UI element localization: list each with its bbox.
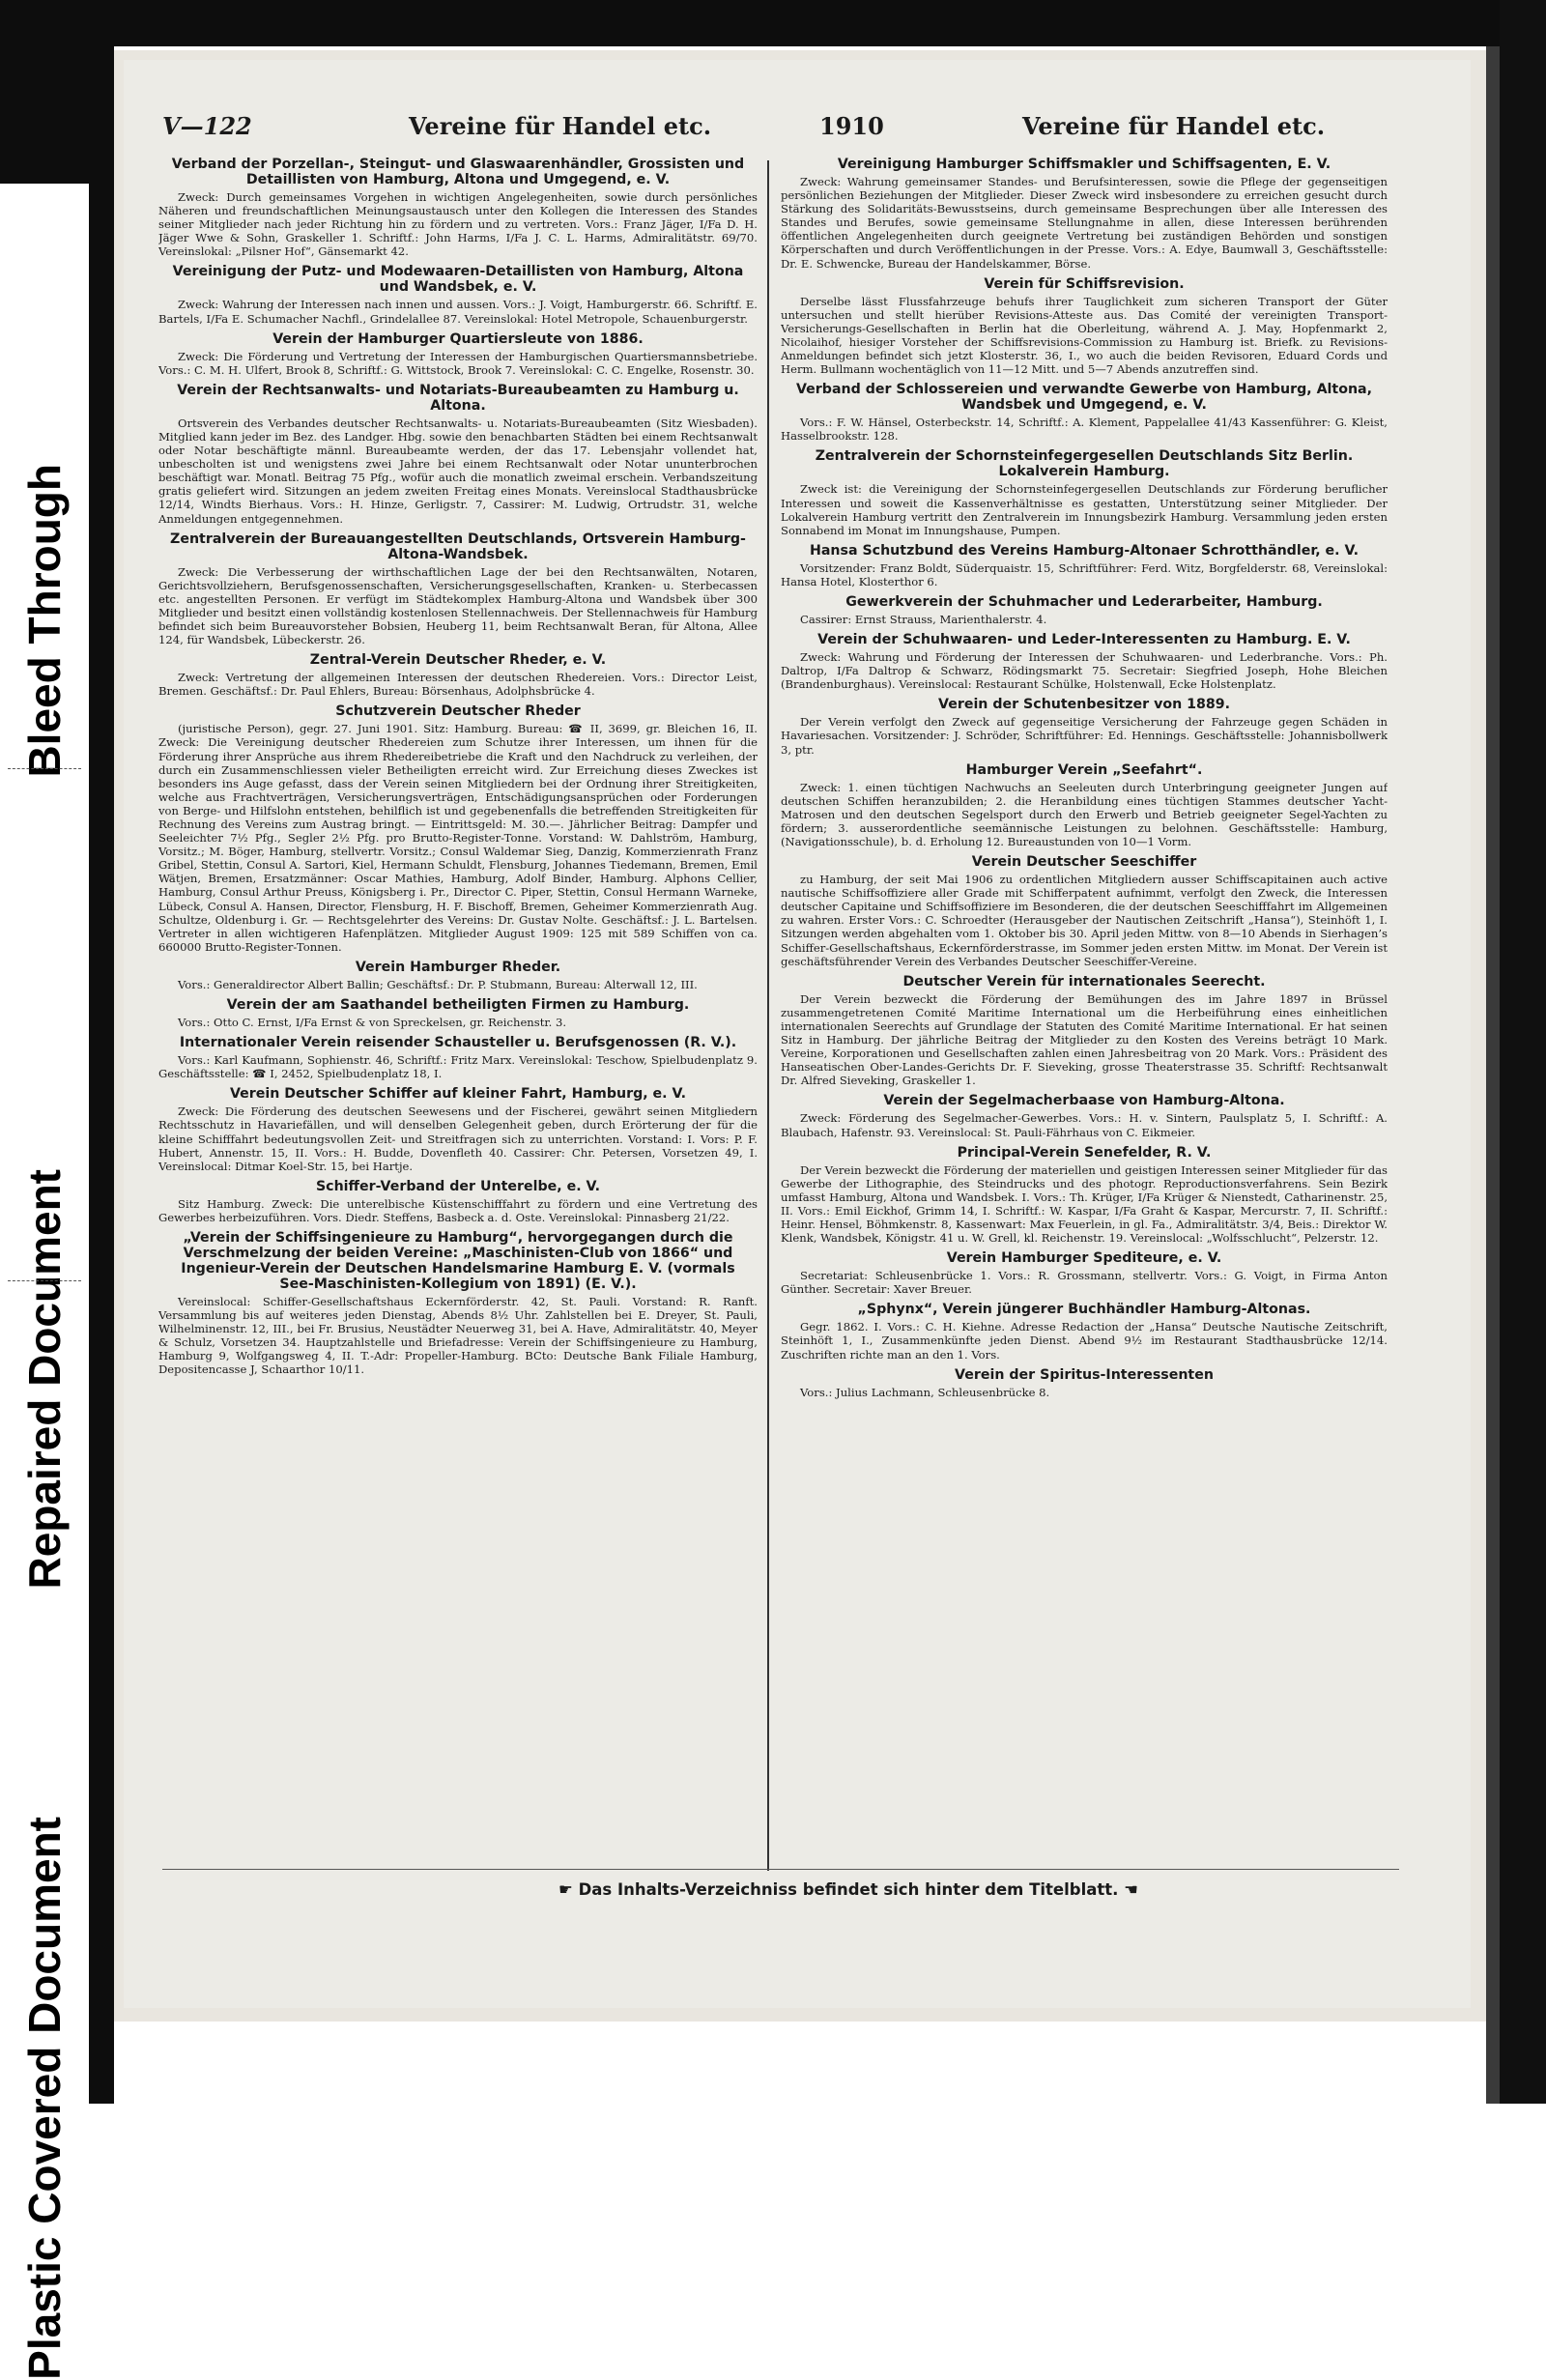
association-title: Verein der Schuhwaaren- und Leder-Interessenten zu Hamburg. E. V. [817, 632, 1351, 648]
association-description: Vereinslocal: Schiffer-Gesellschaftshaus Eckernförderstr. 42, St. Pauli. Vorstand: R. Ranft. Versammlung bis auf weiteres jeden Dienstag, Abends 8½ Uhr. Zahlstellen bei E. Dreyer, St. Pauli, Wilhelminenstr. 12, III., bei Fr. Brusius, Neustädter Neuerweg 31, bei A. Have, Admiralitätstr. 40, Meyer & Schulz, Vorsetzen 34. Hauptzahlstelle und Briefadresse: Verein der Schiffsingenieure zu Hamburg, Hamburg 9, Wolfgangsweg 4, II. T.-Adr: Propeller-Hamburg. BCto: Deutsche Bank Filiale Hamburg, Depositencasse J, Schaarthor 10/11. [158, 1294, 758, 1377]
association-description: Zweck: Wahrung und Förderung der Interessen der Schuhwaaren- und Lederbranche. Vors.: Ph. Daltrop, I/Fa Daltrop & Schwarz, Rödingsmarkt 75. Secretair: Siegfried Joseph, Hohe Bleichen (Brandenburghaus). Vereinslocal: Restaurant Schülke, Holstenwall, Ecke Holstenplatz. [781, 650, 1388, 692]
association-title: Verein Hamburger Spediteure, e. V. [946, 1250, 1222, 1267]
association-entry [158, 157, 758, 258]
association-entry [781, 1367, 1388, 1399]
association-description: Zweck: Vertretung der allgemeinen Interessen der deutschen Rhedereien. Vors.: Director Leist, Bremen. Geschäftsf.: Dr. Paul Ehlers, Bureau: Börsenhaus, Adolphsbrücke 4. [158, 671, 758, 699]
side-divider [8, 768, 81, 769]
association-title: Schiffer-Verband der Unterelbe, e. V. [315, 1178, 601, 1194]
right-column [781, 157, 1388, 1877]
association-entry [158, 531, 758, 647]
association-entry [158, 264, 758, 325]
association-title: Verein für Schiffsrevision. [984, 275, 1185, 292]
association-entry [781, 697, 1388, 756]
association-description: Vors.: Karl Kaufmann, Sophienstr. 46, Schriftf.: Fritz Marx. Vereinslokal: Teschow, Spielbudenplatz 9. Geschäftsstelle: ☎ I, 2452, Spielbudenplatz 18, I. [158, 1053, 758, 1081]
association-title: „Verein der Schiffsingenieure zu Hamburg“, hervorgegangen durch die Verschmelzung der beiden Vereine: „Maschinisten-Club von 1866“ und Ingenieur-Verein der Deutschen Handelsmarine Hamburg E. V. (vormals See-Maschinisten-Kollegium von 1891) (E. V.). [181, 1229, 735, 1292]
association-title: Zentralverein der Bureauangestellten Deutschlands, Ortsverein Hamburg-Altona-Wandsbek. [170, 530, 746, 562]
association-entry [781, 1302, 1388, 1361]
association-entry [158, 997, 758, 1029]
association-description: Der Verein verfolgt den Zweck auf gegenseitige Versicherung der Fahrzeuge gegen Schäden in Havariesachen. Vorsitzender: J. Schröder, Schriftführer: Ed. Hennings. Geschäftsstelle: Johannisbollwerk 3, ptr. [781, 715, 1388, 757]
association-entry [158, 1035, 758, 1080]
scan-border-top [0, 0, 1546, 46]
association-title: Vereinigung Hamburger Schiffsmakler und Schiffsagenten, E. V. [837, 157, 1331, 172]
association-title: Verein Deutscher Schiffer auf kleiner Fahrt, Hamburg, e. V. [229, 1086, 687, 1103]
left-column [158, 157, 758, 1877]
footer-note [365, 1880, 1331, 1899]
association-description: Zweck ist: die Vereinigung der Schornsteinfegergesellen Deutschlands zur Förderung beruflicher Interessen und soweit die Kassenverhältnisse es gestatten, Unterstützung seiner Mitglieder. Der Lokalverein Hamburg vertritt den Zentralverein im Innungsbezirk Hamburg. Versammlung jeden ersten Sonnabend im Monat im Innungshause, Pumpen. [781, 482, 1388, 537]
association-description: Cassirer: Ernst Strauss, Marienthalerstr. 4. [800, 612, 1047, 626]
association-entry [781, 632, 1388, 691]
association-description: Secretariat: Schleusenbrücke 1. Vors.: R. Grossmann, stellvertr. Vors.: G. Voigt, in Firma Anton Günther. Secretair: Xaver Breuer. [781, 1269, 1388, 1297]
association-title: Internationaler Verein reisender Schausteller u. Berufsgenossen (R. V.). [179, 1035, 737, 1051]
side-label-repaired-document: Repaired Document [19, 1169, 70, 1590]
association-entry [781, 594, 1388, 626]
association-title: Verein Deutscher Seeschiffer [971, 854, 1197, 871]
association-entry [158, 383, 758, 526]
association-description: Derselbe lässt Flussfahrzeuge behufs ihrer Tauglichkeit zum sicheren Transport der Güter untersuchen und stellt hierüber Revisions-Atteste aus. Das Comité der vereinigten Transport-Versicherungs-Gesellschaften in Berlin hat die Oberleitung, während A. J. May, Hopfenmarkt 2, Nicolaihof, hiesiger Vorsteher der Schiffsrevisions-Commission zu Hamburg ist. Briefk. zu Revisions-Anmeldungen befindet sich jetzt Klosterstr. 36, I., wo auch die beiden Revisoren, Eduard Cords und Herm. Bullmann wochentäglich von 11—12 Mitt. und 5—7 Abends anzutreffen sind. [781, 294, 1388, 377]
association-title: Verein der Hamburger Quartiersleute von 1886. [272, 330, 644, 347]
association-description: Sitz Hamburg. Zweck: Die unterelbische Küstenschifffahrt zu fördern und eine Vertretung des Gewerbes herbeizuführen. Vors. Diedr. Steffens, Basbeck a. d. Oste. Vereinslokal: Pinnasberg 21/22. [158, 1196, 758, 1224]
association-description: Zweck: 1. einen tüchtigen Nachwuchs an Seeleuten durch Unterbringung geeigneter Jungen auf deutschen Schiffen heranzubilden; 2. die Heranbildung eines tüchtigen Stammes deutscher Yacht-Matrosen und den deutschen Segelsport durch den Erwerb und Betrieb geeigneter Segel-Yachten zu fördern; 3. ausserordentliche seemännische Leistungen zu belohnen. Geschäftsstelle: Hamburg, (Navigationsschule), b. d. Erholung 12. Bureaustunden von 10—1 Vorm. [781, 780, 1388, 848]
association-entry [158, 1179, 758, 1224]
association-description: (juristische Person), gegr. 27. Juni 1901. Sitz: Hamburg. Bureau: ☎ II, 3699, gr. Bleichen 16, II. Zweck: Die Vereinigung deutscher Rhedereien zum Schutze ihrer Interessen, um ihnen für die Förderung ihrer Ansprüche aus ihrem Rhedereibetriebe die Kraft und den Nachdruck zu verleihen, der durch ein Zusammenschliessen vieler Betheiligten erreicht wird. Zur Erreichung dieses Zweckes ist besonders ins Auge gefasst, dass der Verein seinen Mitgliedern bei der Ordnung ihrer Streitigkeiten, welche aus Frachtverträgen, Versicherungsverträgen, Entschädigungsansprüchen oder Forderungen von Berge- und Hilfslohn entstehen, behilflich ist und gegebenenfalls die betreffenden Streitigkeiten für Rechnung des Vereins zum Austrag bringt. — Eintrittsgeld: M. 30.—. Jährlicher Beitrag: Dampfer und Seeleichter 7½ Pfg., Segler 2½ Pfg. pro Brutto-Register-Tonne. Vorstand: W. Dahlström, Hamburg, Vorsitz.; M. Böger, Hamburg, stellvertr. Vorsitz.; Consul Waldemar Sieg, Danzig, Kommerzienrath Franz Gribel, Stettin, Consul A. Sartori, Kiel, Hermann Schuldt, Flensburg, Johannes Tiedemann, Bremen, Emil Wätjen, Bremen, Ersatzmänner: Oscar Mathies, Hamburg, Adolf Binder, Hamburg. Alphons Cellier, Hamburg, Consul Arthur Preuss, Königsberg i. Pr., Director C. Piper, Stettin, Consul Hermann Warneke, Lübeck, Consul A. Hansen, Director, Flensburg, H. F. Bischoff, Bremen, Geheimer Kommerzienrath Aug. Schultze, Oldenburg i. Gr. — Rechtsgelehrter des Vereins: Dr. Gustav Nolte. Geschäftsf.: J. L. Bartelsen. Vertreter in allen wichtigeren Hafenplätzen. Mitglieder August 1909: 125 mit 589 Schiffen von ca. 660000 Brutto-Register-Tonnen. [158, 722, 758, 954]
association-description: Der Verein bezweckt die Förderung der materiellen und geistigen Interessen seiner Mitglieder für das Gewerbe der Lithographie, des Steindrucks und des photogr. Reproductionsverfahrens. Sein Bezirk umfasst Hamburg, Altona und Wandsbek. I. Vors.: Th. Krüger, I/Fa Krüger & Nienstedt, Catharinenstr. 25, II. Vors.: Emil Eickhof, Grimm 14, I. Schriftf.: W. Kaspar, I/Fa Graht & Kaspar, Mercurstr. 7, II. Schriftf.: Heinr. Hensel, Böhmkenstr. 8, Kassenwart: Max Feuerlein, in gl. Fa., Admiralitätstr. 3/4, Beis.: Direktor W. Klenk, Wandsbek, Königstr. 41 u. W. Grell, kl. Reichenstr. 19. Vereinslocal: „Wolfsschlucht“, Pelzerstr. 12. [781, 1162, 1388, 1246]
association-description: Zweck: Wahrung der Interessen nach innen und aussen. Vors.: J. Voigt, Hamburgerstr. 66. Schriftf. E. Bartels, I/Fa E. Schumacher Nachfl., Grindelallee 87. Vereinslokal: Hotel Metropole, Schauenburgerstr. [158, 298, 758, 326]
association-title: Verein der Segelmacherbaase von Hamburg-Altona. [883, 1093, 1285, 1109]
scan-border-right [1500, 0, 1546, 2104]
association-description: Zweck: Die Förderung und Vertretung der Interessen der Hamburgischen Quartiersmannsbetriebe. Vors.: C. M. H. Ulfert, Brook 8, Schriftf.: G. Wittstock, Brook 7. Vereinslokal: C. C. Engelke, Rosenstr. 30. [158, 349, 758, 377]
association-entry [158, 1086, 758, 1172]
association-description: Der Verein bezweckt die Förderung der Bemühungen des im Jahre 1897 in Brüssel zusammengetretenen Comité Maritime International um die Herbeiführung eines einheitlichen internationalen Seerechts auf Grundlage der Statuten des Comité Maritime International. Er hat seinen Sitz in Hamburg. Der jährliche Beitrag der Mitglieder zu den Kosten des Vereins beträgt 10 Mark. Vereine, Korporationen und Gesellschaften zahlen einen Jahresbeitrag von 20 Mark. Vors.: Präsident des Hanseatischen Ober-Landes-Gerichts Dr. F. Sieveking, grosse Theaterstrasse 35. Schriftf: Rechtsanwalt Dr. Alfred Sieveking, Graskeller 1. [781, 991, 1388, 1088]
association-title: Verein der am Saathandel betheiligten Firmen zu Hamburg. [226, 997, 690, 1014]
association-description: Vors.: Generaldirector Albert Ballin; Geschäftsf.: Dr. P. Stubmann, Bureau: Alterwall 12, III. [178, 977, 698, 991]
association-entry [781, 276, 1388, 377]
association-entry [158, 652, 758, 698]
association-entry [781, 854, 1388, 968]
association-description: Vorsitzender: Franz Boldt, Süderquaistr. 15, Schriftführer: Ferd. Witz, Borgfelderstr. 68, Vereinslokal: Hansa Hotel, Klosterthor 6. [781, 560, 1388, 588]
association-title: Gewerkverein der Schuhmacher und Lederarbeiter, Hamburg. [845, 593, 1323, 610]
association-title: Verband der Schlossereien und verwandte Gewerbe von Hamburg, Altona, Wandsbek und Umgegend, e. V. [795, 382, 1373, 414]
association-description: Zweck: Durch gemeinsames Vorgehen in wichtigen Angelegenheiten, sowie durch persönliches Näheren und freundschaftlichen Meinungsaustausch unter den Kollegen die Interessen des Standes seiner Mitglieder nach jeder Richtung hin zu fördern und zu vertreten. Vors.: Franz Jäger, I/Fa D. H. Jäger Wwe & Sohn, Graskeller 1. Schriftf.: John Harms, I/Fa J. C. L. Harms, Admiralitätstr. 69/70. Vereinslokal: „Pilsner Hof“, Gänsemarkt 42. [158, 190, 758, 259]
association-title: „Sphynx“, Verein jüngerer Buchhändler Hamburg-Altonas. [857, 1302, 1311, 1318]
association-entry [781, 543, 1388, 588]
association-entry [781, 762, 1388, 848]
side-label-plastic-covered: Plastic Covered Document [19, 1817, 70, 2380]
side-label-strip [0, 184, 89, 2380]
document-page [114, 50, 1486, 2022]
association-description: Zweck: Die Verbesserung der wirthschaftlichen Lage der bei den Rechtsanwälten, Notaren, Gerichtsvollziehern, Berufsgenossenschaften, Versicherungsgesellschaften, Kranken- u. Sterbecassen etc. angestellten Personen. Er verfügt im Städtekomplex Hamburg-Altona und Wandsbek über 300 Mitglieder und besitzt einen vollständig kostenlosen Stellennachweis. Der Stellennachweis für Hamburg befindet sich beim Bureauvorsteher Bobsien, Heuberg 11, beim Rechtsanwalt Beran, für Altona, Allee 124, für Wandsbek, Lübeckerstr. 26. [158, 564, 758, 647]
page-number: V—122 [162, 112, 252, 140]
side-divider [8, 1280, 81, 1281]
association-entry [781, 1145, 1388, 1246]
footer-text: Das Inhalts-Verzeichniss befindet sich hinter dem Titelblatt. [578, 1880, 1119, 1899]
association-title: Vereinigung der Putz- und Modewaaren-Detaillisten von Hamburg, Altona und Wandsbek, e. V. [172, 264, 744, 296]
association-entry [158, 960, 758, 991]
header-year: 1910 [819, 112, 884, 140]
page-paper [124, 60, 1471, 2008]
association-title: Verein der Schutenbesitzer von 1889. [938, 697, 1230, 713]
pointing-hand-icon: ☚ [1124, 1880, 1138, 1899]
association-description: Vors.: Julius Lachmann, Schleusenbrücke 8. [800, 1385, 1050, 1399]
association-description: Zweck: Die Förderung des deutschen Seewesens und der Fischerei, gewährt seinen Mitgliedern Rechtsschutz in Havariefällen, und will denselben Gelegenheit geben, durch Erörterung der für die kleine Schifffahrt bedeutungsvollen Zeit- und Streitfragen sich zu unterrichten. Vorstand: I. Vors: P. F. Hubert, Annenstr. 15, II. Vors.: H. Budde, Dovenfleth 40. Cassirer: Chr. Petersen, Vorsetzen 49, I. Vereinslocal: Ditmar Koel-Str. 15, bei Hartje. [158, 1104, 758, 1173]
association-description: Vors.: Otto C. Ernst, I/Fa Ernst & von Spreckelsen, gr. Reichenstr. 3. [178, 1016, 567, 1030]
association-entry [158, 703, 758, 954]
association-title: Verein der Rechtsanwalts- und Notariats-Bureaubeamten zu Hamburg u. Altona. [177, 382, 739, 414]
association-title: Verein der Spiritus-Interessenten [955, 1366, 1214, 1383]
side-label-bleed-through: Bleed Through [19, 464, 70, 778]
association-entry [781, 1250, 1388, 1296]
association-description: Ortsverein des Verbandes deutscher Rechtsanwalts- u. Notariats-Bureaubeamten (Sitz Wiesbaden). Mitglied kann jeder im Bez. des Landger. Hbg. sowie den benachbarten Städten bei einem Rechtsanwalt oder Notar beschäftigte männl. Bureaubeamte werden, der das 17. Lebensjahr vollendet hat, unbescholten ist und wenigstens zwei Jahre bei einem Rechtsanwalt oder Notar ununterbrochen beschäftigt war. Monatl. Beitrag 75 Pfg., wofür auch die monatlich zweimal erschein. Verbandszeitung gratis geliefert wird. Sitzungen an jedem zweiten Freitag eines Monats. Vereinslocal Stadthausbrücke 12/14, Windts Bierhaus. Vors.: H. Hinze, Gerligstr. 7, Cassirer: M. Ludwig, Ortrudstr. 31, welche Anmeldungen entgegennehmen. [158, 416, 758, 526]
association-entry [781, 382, 1388, 443]
association-entry [781, 157, 1388, 271]
association-title: Deutscher Verein für internationales Seerecht. [902, 973, 1266, 989]
association-title: Hansa Schutzbund des Vereins Hamburg-Altonaer Schrotthändler, e. V. [809, 542, 1360, 559]
association-description: Vors.: F. W. Hänsel, Osterbeckstr. 14, Schriftf.: A. Klement, Pappelallee 41/43 Kassenführer: G. Kleist, Hasselbrookstr. 128. [781, 416, 1388, 444]
association-description: Gegr. 1862. I. Vors.: C. H. Kiehne. Adresse Redaction der „Hansa“ Deutsche Nautische Zeitschrift, Steinhöft 1, I., Zusammenkünfte jeden Dienst. Abend 9½ im Restaurant Stadthausbrücke 12/14. Zuschriften richte man an den 1. Vors. [781, 1320, 1388, 1362]
association-title: Hamburger Verein „Seefahrt“. [965, 761, 1203, 778]
running-title-right: Vereine für Handel etc. [1022, 112, 1326, 140]
association-entry [781, 448, 1388, 536]
association-title: Schutzverein Deutscher Rheder [335, 703, 581, 720]
association-title: Zentral-Verein Deutscher Rheder, e. V. [309, 652, 607, 669]
association-title: Principal-Verein Senefelder, R. V. [957, 1144, 1212, 1161]
association-title: Verein Hamburger Rheder. [355, 959, 561, 975]
page-header [162, 112, 1409, 145]
pointing-hand-icon: ☛ [558, 1880, 573, 1899]
scan-page-edge [1486, 46, 1500, 2104]
association-entry [158, 331, 758, 377]
association-entry [158, 1230, 758, 1377]
association-title: Verband der Porzellan-, Steingut- und Glaswaarenhändler, Grossisten und Detaillisten von Hamburg, Altona und Umgegend, e. V. [171, 157, 745, 187]
association-title: Zentralverein der Schornsteinfegergesellen Deutschlands Sitz Berlin. Lokalverein Hamburg. [815, 448, 1354, 480]
running-title-left: Vereine für Handel etc. [409, 112, 712, 140]
association-description: Zweck: Wahrung gemeinsamer Standes- und Berufsinteressen, sowie die Pflege der gegenseitigen persönlichen Beziehungen der Mitglieder. Dieser Zweck wird insbesondere zu erreichen gesucht durch Stärkung des Solidaritäts-Bewusstseins, durch gemeinsame Besprechungen über alle Interessen des Standes und Berufes, sowie gemeinsame Stellungnahme in allen, diese Interessen berührenden öffentlichen Angelegenheiten durch geeignete Vertretung bei zuständigen Behörden und sonstigen Körperschaften und durch Veröffentlichungen in der Presse. Vors.: A. Edye, Baumwall 3, Geschäftsstelle: Dr. E. Schwencke, Bureau der Handelskammer, Börse. [781, 175, 1388, 271]
column-rule [767, 160, 769, 1871]
association-entry [781, 1093, 1388, 1138]
association-entry [781, 974, 1388, 1088]
association-description: Zweck: Förderung des Segelmacher-Gewerbes. Vors.: H. v. Sintern, Paulsplatz 5, I. Schriftf.: A. Blaubach, Hafenstr. 93. Vereinslocal: St. Pauli-Fährhaus von C. Eikmeier. [781, 1111, 1388, 1139]
bottom-rule [162, 1869, 1399, 1870]
association-description: zu Hamburg, der seit Mai 1906 zu ordentlichen Mitgliedern ausser Schiffscapitainen auch active nautische Schiffsoffiziere aller Grade mit Schifferpatent aufnimmt, verfolgt den Zweck, die Interessen deutscher Capitaine und Schiffsoffiziere im Besonderen, die der deutschen Seeschifffahrt im Allgemeinen zu wahren. Erster Vors.: C. Schroedter (Herausgeber der Nautischen Zeitschrift „Hansa“), Steinhöft 1, I. Sitzungen werden abgehalten vom 1. Oktober bis 30. April jeden Mittw. von 8—10 Abends in Sierhagen’s Schiffer-Gesellschaftshaus, Eckernförderstrasse, im Sommer jeden ersten Mittw. im Monat. Der Verein ist geschäftsführender Verein des Verbandes Deutscher Seeschiffer-Vereine. [781, 873, 1388, 968]
